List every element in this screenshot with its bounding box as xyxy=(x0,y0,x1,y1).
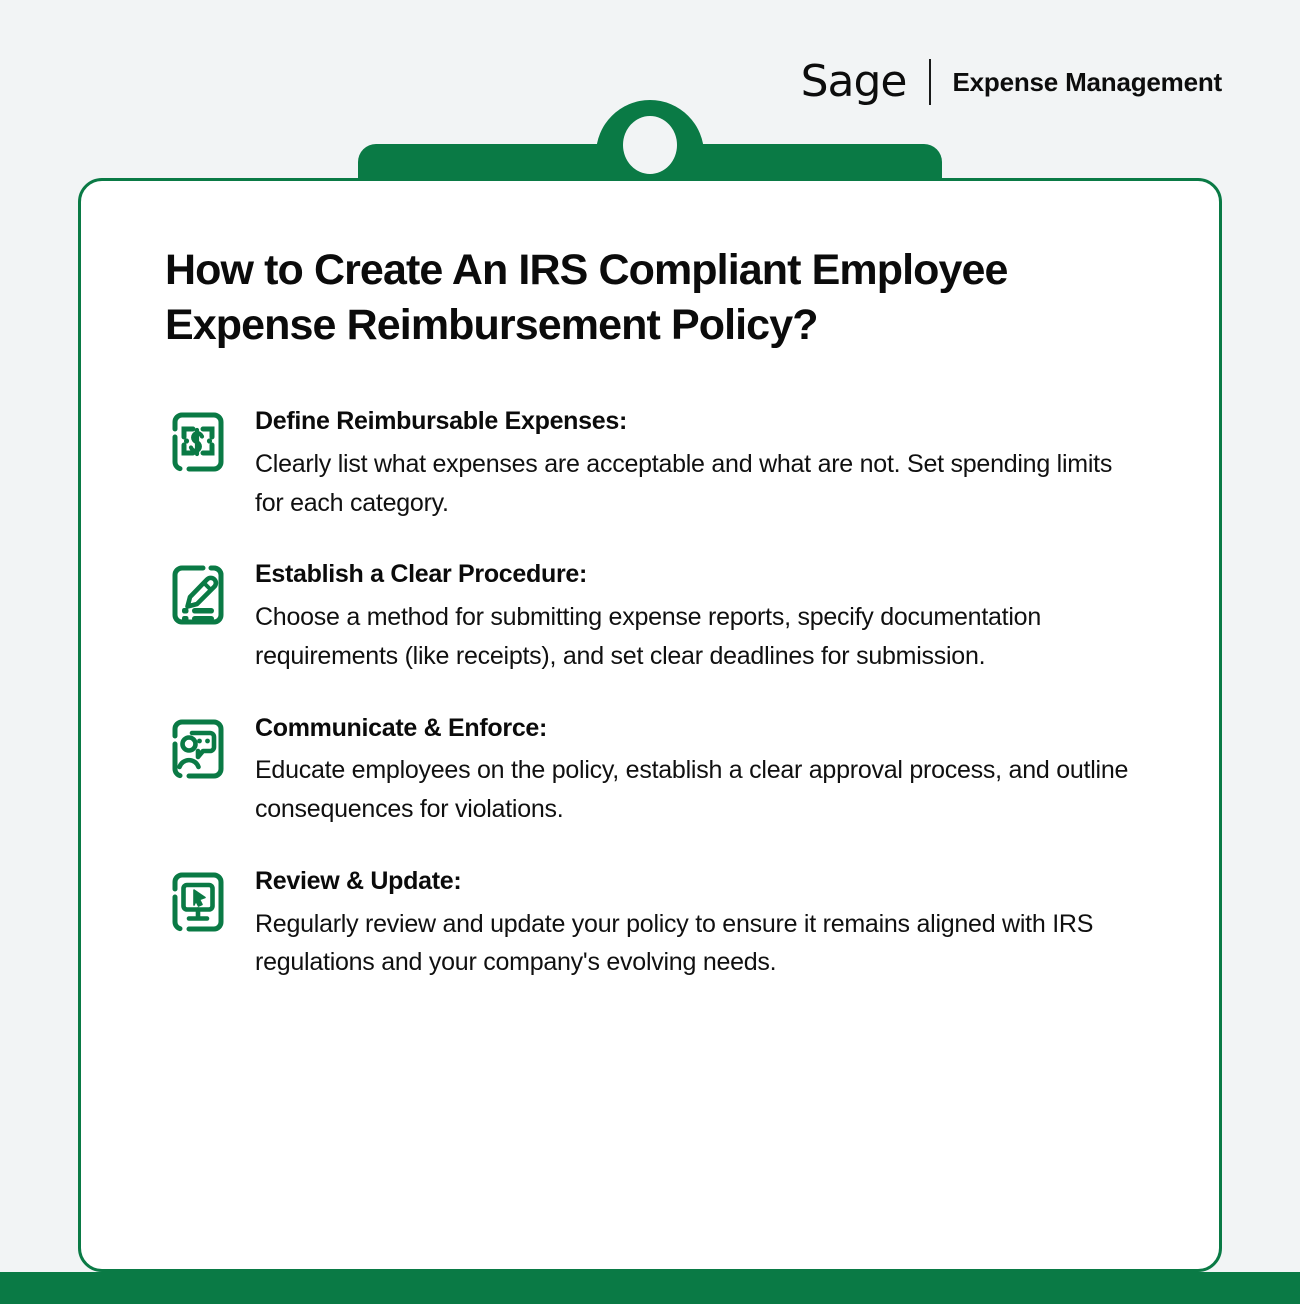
list-item-heading: Review & Update: xyxy=(255,866,462,895)
document-pencil-edit-icon xyxy=(165,562,231,628)
list-item xyxy=(165,405,1153,522)
brand-divider xyxy=(929,59,931,105)
list-item xyxy=(165,865,1153,982)
list-item-text: Educate employees on the policy, establish a clear approval process, and outline consequences for violations. xyxy=(255,756,1129,824)
steps-list xyxy=(165,405,1153,982)
list-item xyxy=(165,558,1153,675)
person-speech-bubble-icon xyxy=(165,716,231,782)
list-item-heading: Define Reimbursable Expenses: xyxy=(255,407,627,436)
list-item-text: Regularly review and update your policy to ensure it remains aligned with IRS regulations and your company's evolving needs. xyxy=(255,909,1094,977)
brand-header xyxy=(801,55,1222,109)
sage-logo: Sage xyxy=(800,56,907,107)
page-title: How to Create An IRS Compliant Employee Expense Reimbursement Policy? xyxy=(165,246,1008,350)
clipboard-card xyxy=(78,178,1222,1272)
clipboard-clip-bump xyxy=(596,100,704,188)
list-item-text: Choose a method for submitting expense reports, specify documentation requirements (like receipts), and set clear deadlines for submission. xyxy=(255,603,1041,670)
monitor-cursor-icon xyxy=(165,869,231,935)
list-item xyxy=(165,712,1153,829)
list-item-heading: Establish a Clear Procedure: xyxy=(255,560,588,589)
product-name: Expense Management xyxy=(952,66,1222,97)
money-bill-dollar-icon xyxy=(165,409,231,475)
footer-accent-bar xyxy=(0,1272,1300,1304)
list-item-heading: Communicate & Enforce: xyxy=(255,713,548,742)
list-item-text: Clearly list what expenses are acceptable and what are not. Set spending limits for each category. xyxy=(255,449,1113,517)
clipboard-clip-hole xyxy=(623,116,677,174)
